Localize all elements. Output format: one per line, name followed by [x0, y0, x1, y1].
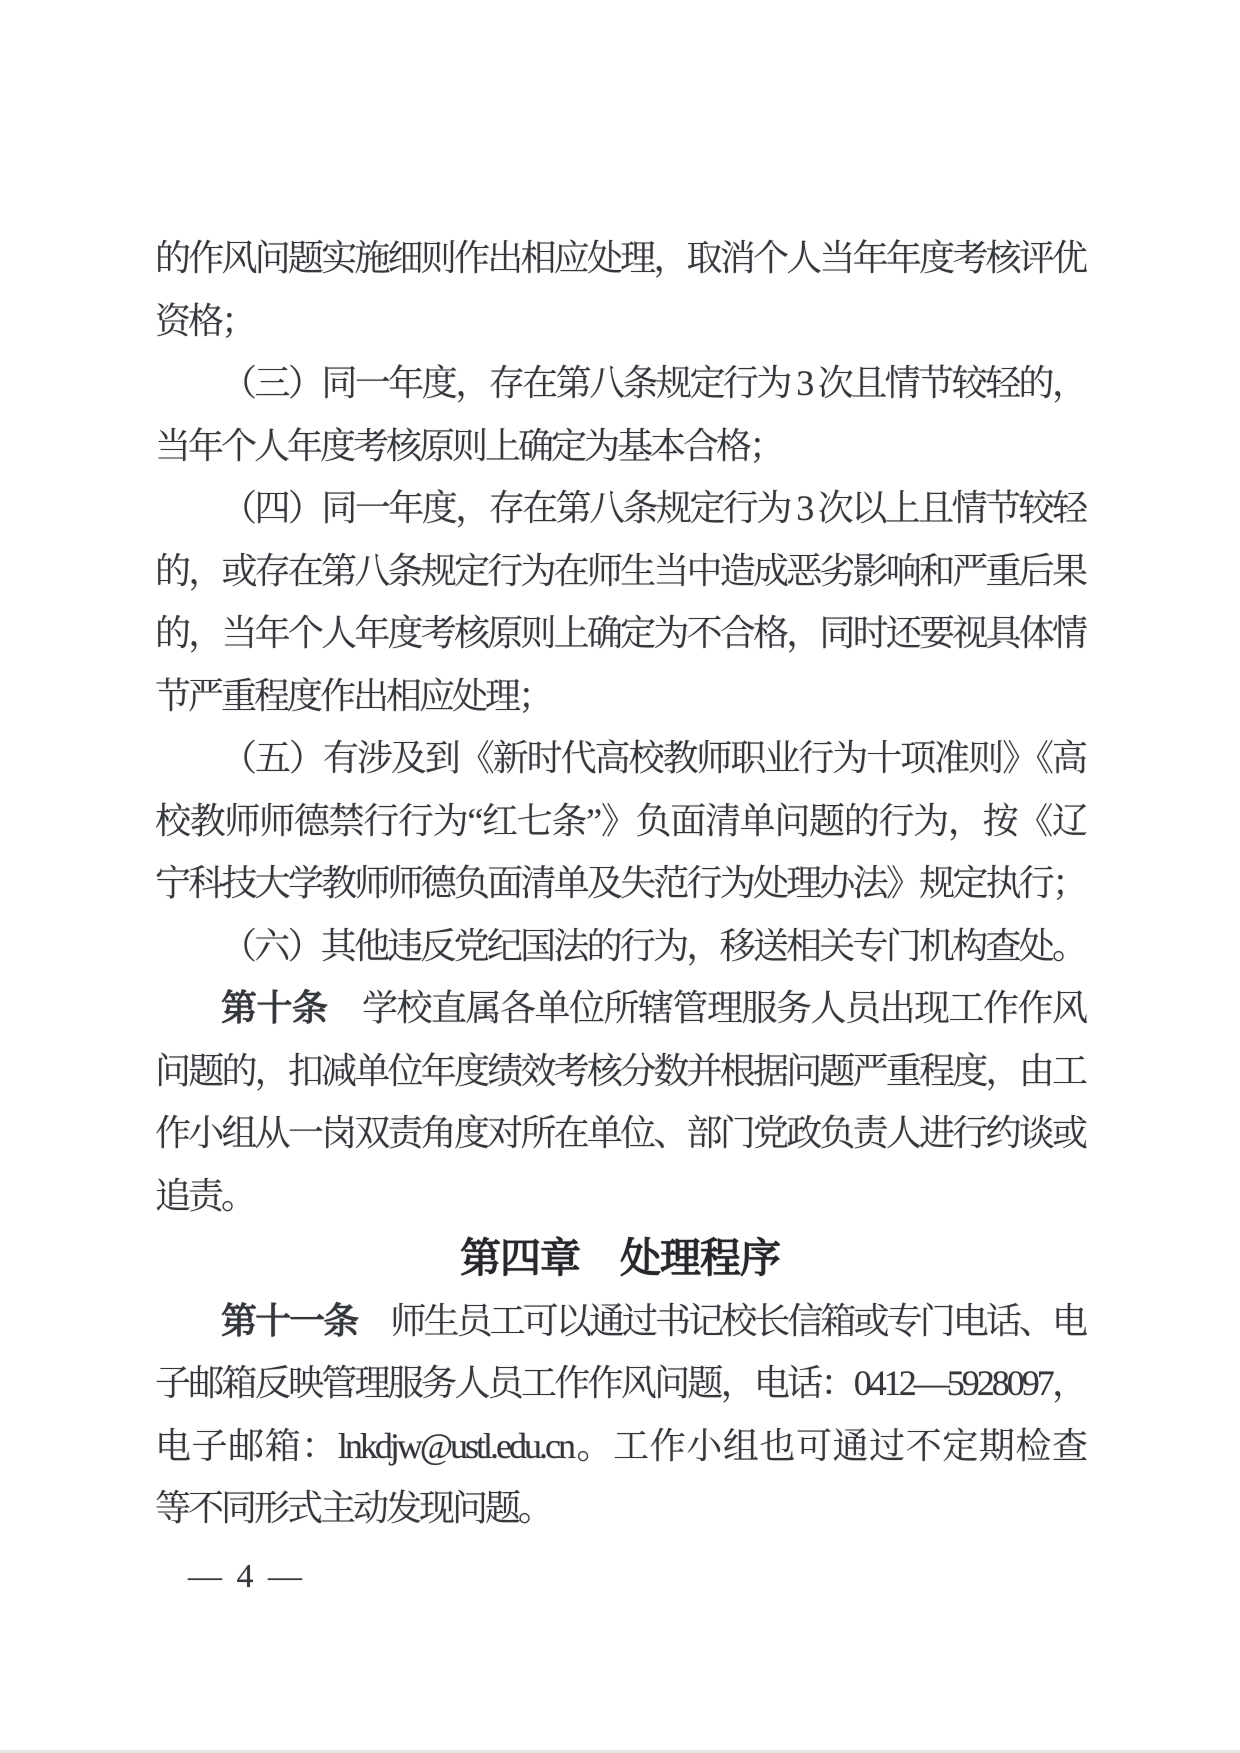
article-number: 第十条 [221, 987, 328, 1028]
chapter-heading: 第四章 处理程序 [460, 1235, 780, 1281]
document-line: 当年个人年度考核原则上确定为基本合格； [155, 425, 783, 466]
document-line: 第十条 学校直属各单位所辖管理服务人员出现工作作风 [221, 987, 1085, 1028]
document-line: 等不同形式主动发现问题。 [155, 1488, 552, 1528]
document-content [155, 227, 1085, 1540]
document-line: 宁科技大学教师师德负面清单及失范行为处理办法》规定执行； [155, 863, 1085, 903]
article-number: 第十一条 [221, 1299, 358, 1341]
document-line: （六）其他违反党纪国法的行为，移送相关专门机构查处。 [221, 925, 1085, 966]
document-line: 的，或存在第八条规定行为在师生当中造成恶劣影响和严重后果 [155, 550, 1085, 591]
document-line: 子邮箱反映管理服务人员工作作风问题，电话：0412—5928097， [155, 1363, 1085, 1403]
document-line: 的，当年个人年度考核原则上确定为不合格，同时还要视具体情 [155, 613, 1085, 653]
document-line: 节严重程度作出相应处理； [155, 675, 552, 716]
document-line: 追责。 [155, 1175, 255, 1216]
document-line: （五）有涉及到《新时代高校教师职业行为十项准则》《高 [221, 738, 1085, 778]
document-line: 的作风问题实施细则作出相应处理，取消个人当年年度考核评优 [155, 238, 1085, 278]
document-line: 资格； [155, 300, 255, 341]
document-line: 第十一条 师生员工可以通过书记校长信箱或专门电话、电 [221, 1299, 1085, 1341]
document-line: 校教师师德禁行行为“红七条”》负面清单问题的行为，按《辽 [155, 800, 1085, 841]
document-line: （四）同一年度，存在第八条规定行为 3 次以上且情节较轻 [221, 488, 1085, 528]
document-line: （三）同一年度，存在第八条规定行为 3 次且情节较轻的， [221, 363, 1085, 403]
document-line: 电子邮箱：lnkdjw@ustl.edu.cn。工作小组也可通过不定期检查 [155, 1425, 1085, 1466]
document-line: 问题的，扣减单位年度绩效考核分数并根据问题严重程度，由工 [155, 1050, 1085, 1091]
page-number: — 4 — [188, 1558, 305, 1595]
document-line: 作小组从一岗双责角度对所在单位、部门党政负责人进行约谈或 [155, 1113, 1085, 1153]
